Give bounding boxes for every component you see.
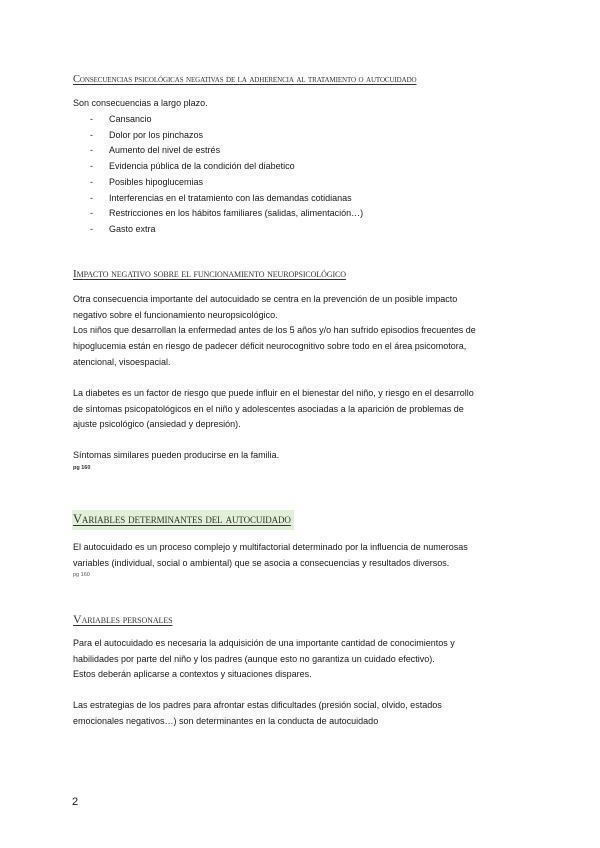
paragraph-line: Síntomas similares pueden producirse en la familia. [73, 450, 280, 460]
paragraph-line: de síntomas psicopatológicos en el niño y adolescentes asociadas a la aparición de problemas de [73, 403, 464, 414]
dash-bullet: - [90, 208, 93, 219]
paragraph-line: El autocuidado es un proceso complejo y multifactorial determinado por la influencia de numerosas [73, 542, 468, 552]
page-reference-note: pg 160 [73, 572, 90, 578]
paragraph-line: Los niños que desarrollan la enfermedad antes de los 5 años y/o han sufrido episodios frecuentes de [73, 325, 476, 336]
list-item: - Restricciones en los hábitos familiares (salidas, alimentación…) [90, 206, 363, 222]
dash-bullet: - [90, 161, 93, 172]
dash-bullet: - [90, 192, 93, 203]
dash-bullet: - [90, 129, 93, 140]
list-item: - Evidencia pública de la condición del diabetico [90, 159, 363, 175]
section-heading-consecuencias: Consecuencias psicológicas negativas de la adherencia al tratamiento o autocuidado [73, 74, 417, 85]
list-item: - Cansancio [90, 112, 363, 128]
list-item: - Posibles hipoglucemias [90, 175, 363, 191]
consequences-list [90, 112, 363, 238]
dash-bullet: - [90, 223, 93, 234]
paragraph-line: habilidades por parte del niño y los padres (aunque esto no garantiza un cuidado efectivo). [73, 653, 435, 664]
paragraph-line: Estos deberán aplicarse a contextos y situaciones dispares. [73, 669, 312, 680]
section-heading-impacto: Impacto negativo sobre el funcionamiento neuropsicológico [73, 268, 346, 280]
page-number: 2 [72, 796, 79, 808]
paragraph-line: Para el autocuidado es necesaria la adquisición de una importante cantidad de conocimientos y [73, 638, 455, 648]
paragraph-line: atencional, visoespacial. [73, 356, 171, 367]
page-reference-note: pg 160 [73, 465, 91, 471]
list-item: - Interferencias en el tratamiento con las demandas cotidianas [90, 191, 363, 207]
paragraph-line: hipoglucemia están en riesgo de padecer déficit neurocognitivo sobre todo en el área psicomotora, [73, 341, 467, 352]
paragraph-line: Las estrategias de los padres para afrontar estas dificultades (presión social, olvido, estados [73, 700, 442, 710]
paragraph-line: negativo sobre el funcionamiento neuropsicológico. [73, 309, 278, 320]
dash-bullet: - [90, 114, 93, 124]
paragraph-line: variables (individual, social o ambiental) que se asocia a consecuencias y resultados diversos. [73, 557, 450, 568]
paragraph-line: ajuste psicológico (ansiedad y depresión). [73, 419, 241, 430]
dash-bullet: - [90, 145, 93, 156]
dash-bullet: - [90, 176, 93, 187]
list-item: - Gasto extra [90, 222, 363, 238]
section-heading-variables-determinantes: Variables determinantes del autocuidado [72, 510, 294, 530]
paragraph-line: emocionales negativos…) son determinantes en la conducta de autocuidado [73, 715, 379, 726]
list-item: - Aumento del nivel de estrés [90, 143, 363, 159]
paragraph-line: Otra consecuencia importante del autocuidado se centra en la prevención de un posible impacto [73, 294, 458, 304]
paragraph-line: La diabetes es un factor de riesgo que puede influir en el bienestar del niño, y riesgo en el desarrollo [73, 388, 474, 398]
intro-text: Son consecuencias a largo plazo. [73, 98, 208, 108]
list-item: - Dolor por los pinchazos [90, 128, 363, 144]
section-heading-variables-personales: Variables personales [73, 612, 173, 626]
